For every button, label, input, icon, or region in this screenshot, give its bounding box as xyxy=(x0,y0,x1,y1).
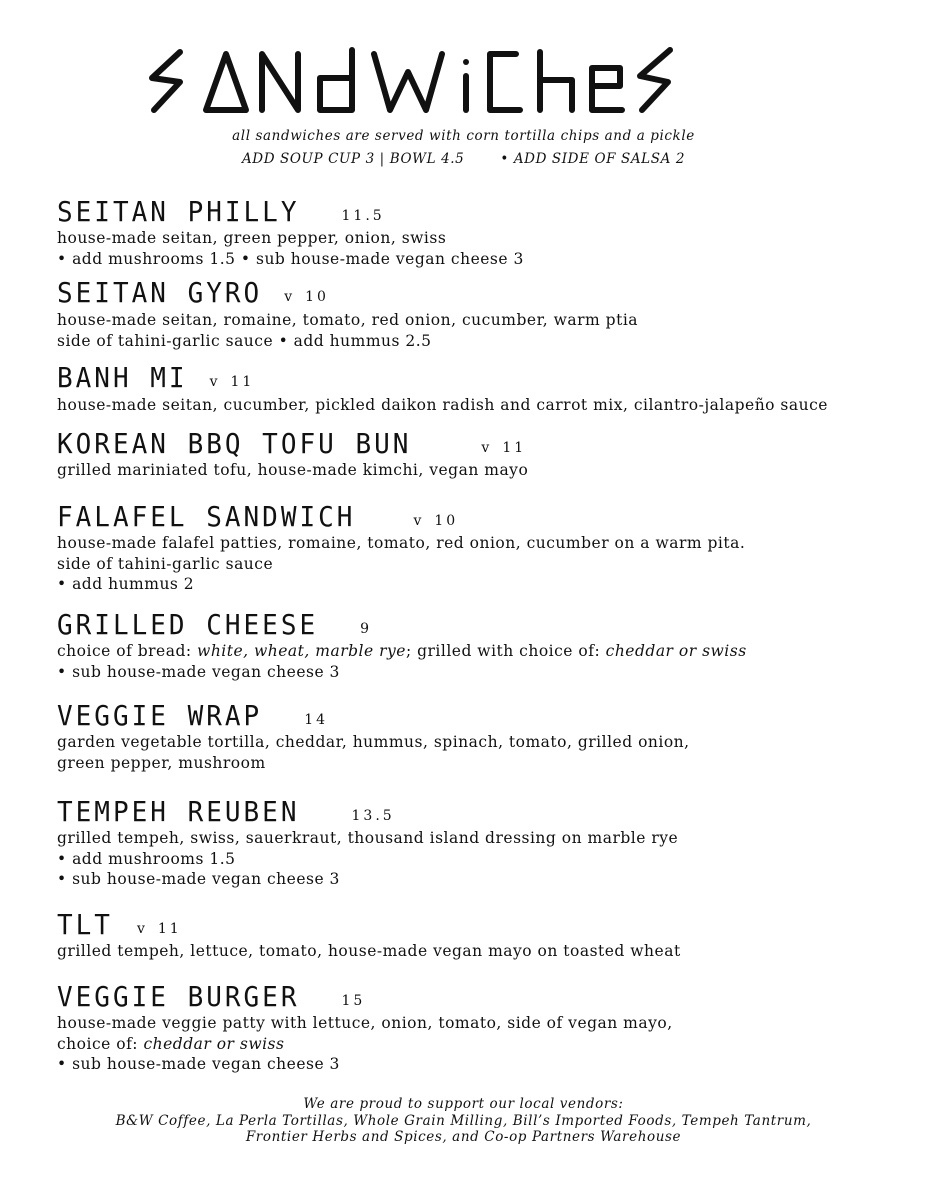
item-description xyxy=(57,732,917,773)
item-description xyxy=(57,395,917,416)
vegan-flag: v xyxy=(136,921,148,937)
menu-item-veggie-wrap xyxy=(57,701,917,773)
choice-options: cheddar or swiss xyxy=(143,1034,285,1053)
item-name: GRILLED CHEESE xyxy=(57,610,319,642)
vegan-flag: v xyxy=(481,440,493,456)
addons-line xyxy=(0,151,927,167)
addon-salsa: • ADD SIDE OF SALSA 2 xyxy=(500,151,686,167)
item-price: 11 xyxy=(230,374,255,390)
cheese-prefix: ; grilled with choice of: xyxy=(405,642,606,660)
menu-title-lettering xyxy=(140,38,740,122)
desc-line: • sub house-made vegan cheese 3 xyxy=(57,870,340,888)
addon-soup: ADD SOUP CUP 3 | BOWL 4.5 xyxy=(241,151,465,167)
item-name: BANH MI xyxy=(57,363,188,395)
desc-line: side of tahini-garlic sauce xyxy=(57,554,274,573)
desc-line: side of tahini-garlic sauce • add hummus 2.5 xyxy=(57,331,432,350)
footer-line: Frontier Herbs and Spices, and Co-op Partners Warehouse xyxy=(245,1129,682,1145)
desc-line xyxy=(57,1034,917,1055)
footer-line: We are proud to support our local vendors: xyxy=(303,1096,624,1112)
bread-prefix: choice of bread: xyxy=(57,642,198,660)
cheese-options: cheddar or swiss xyxy=(605,642,747,660)
footer-line: B&W Coffee, La Perla Tortillas, Whole Grain Milling, Bill’s Imported Foods, Tempeh Tantrum, xyxy=(115,1112,812,1129)
menu-item-seitan-philly xyxy=(57,197,917,269)
vegan-flag: v xyxy=(413,513,425,529)
desc-line: house-made seitan, cucumber, pickled daikon radish and carrot mix, cilantro-jalapeño sauce xyxy=(57,396,828,414)
item-description xyxy=(57,828,917,890)
item-description xyxy=(57,641,917,682)
item-description xyxy=(57,533,917,595)
menu-item-tlt xyxy=(57,910,917,962)
desc-line: grilled mariniated tofu, house-made kimchi, vegan mayo xyxy=(57,461,529,479)
item-price: 15 xyxy=(341,993,366,1009)
desc-line: house-made veggie patty with lettuce, onion, tomato, side of vegan mayo, xyxy=(57,1014,673,1032)
desc-line: house-made falafel patties, romaine, tomato, red onion, cucumber on a warm pita. xyxy=(57,534,746,552)
item-price: 14 xyxy=(304,712,329,728)
item-price: 13.5 xyxy=(351,808,395,824)
desc-line: grilled tempeh, lettuce, tomato, house-made vegan mayo on toasted wheat xyxy=(57,942,681,960)
served-with-note: all sandwiches are served with corn tortilla chips and a pickle xyxy=(232,128,695,144)
desc-line: • add mushrooms 1.5 • sub house-made vegan cheese 3 xyxy=(57,249,524,268)
menu-item-banh-mi xyxy=(57,363,917,416)
desc-line xyxy=(57,641,917,662)
menu-title xyxy=(140,38,740,122)
item-price: 10 xyxy=(434,513,459,529)
desc-line: house-made seitan, green pepper, onion, swiss xyxy=(57,229,447,247)
desc-line: house-made seitan, romaine, tomato, red onion, cucumber, warm ptia xyxy=(57,311,639,329)
item-description xyxy=(57,228,917,269)
item-name: TEMPEH REUBEN xyxy=(57,797,300,829)
desc-line: • sub house-made vegan cheese 3 xyxy=(57,1055,340,1073)
item-name: KOREAN BBQ TOFU BUN xyxy=(57,429,412,461)
item-description xyxy=(57,941,917,962)
desc-line: grilled tempeh, swiss, sauerkraut, thousand island dressing on marble rye xyxy=(57,829,679,847)
item-name: SEITAN GYRO xyxy=(57,278,263,310)
menu-item-seitan-gyro xyxy=(57,278,917,351)
item-description xyxy=(57,310,917,351)
vegan-flag: v xyxy=(284,289,296,305)
item-price: 11 xyxy=(157,921,182,937)
item-name: TLT xyxy=(57,910,113,942)
vegan-flag: v xyxy=(209,374,221,390)
item-name: VEGGIE BURGER xyxy=(57,982,300,1014)
item-name: VEGGIE WRAP xyxy=(57,701,263,733)
item-name: SEITAN PHILLY xyxy=(57,197,300,229)
desc-line: • add hummus 2 xyxy=(57,575,195,593)
menu-item-falafel-sandwich xyxy=(57,502,917,595)
item-price: 9 xyxy=(360,621,373,637)
bread-options: white, wheat, marble rye xyxy=(197,642,406,660)
menu-item-grilled-cheese xyxy=(57,610,917,682)
desc-line: • add mushrooms 1.5 xyxy=(57,849,236,868)
desc-line: green pepper, mushroom xyxy=(57,753,266,772)
item-price: 10 xyxy=(305,289,329,305)
item-description xyxy=(57,460,917,481)
item-price: 11.5 xyxy=(341,208,385,224)
menu-item-tempeh-reuben xyxy=(57,797,917,890)
item-description xyxy=(57,1013,917,1075)
desc-line: • sub house-made vegan cheese 3 xyxy=(57,662,340,681)
desc-line: garden vegetable tortilla, cheddar, hummus, spinach, tomato, grilled onion, xyxy=(57,733,690,751)
choice-prefix: choice of: xyxy=(57,1034,144,1053)
menu-item-veggie-burger xyxy=(57,982,917,1075)
menu-item-korean-bbq-tofu-bun xyxy=(57,429,917,481)
item-name: FALAFEL SANDWICH xyxy=(57,502,356,534)
vendors-footer xyxy=(0,1096,927,1146)
item-price: 11 xyxy=(502,440,527,456)
